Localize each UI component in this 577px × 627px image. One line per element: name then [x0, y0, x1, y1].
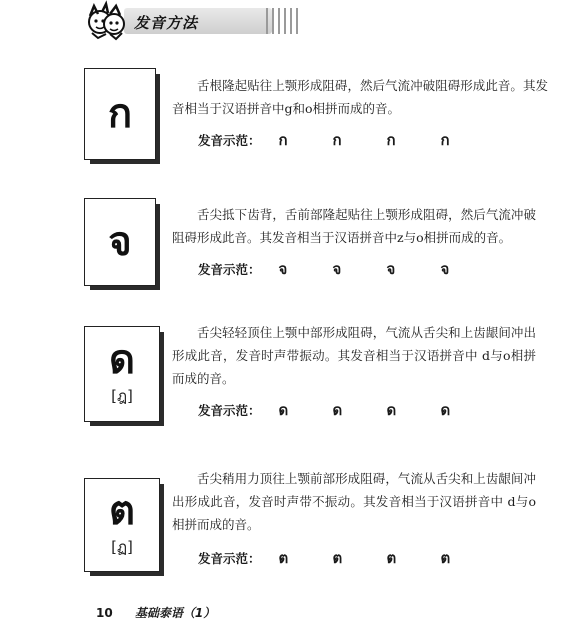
demo-label: 发音示范：	[198, 551, 261, 566]
demo-char: ด	[440, 401, 451, 419]
card-letter: จ	[108, 219, 132, 265]
card-letter: ก	[107, 91, 133, 137]
card-variant: [ฏ]	[111, 538, 133, 556]
demo-row	[198, 398, 495, 422]
demo-char: ต	[332, 549, 343, 567]
demo-row	[198, 128, 495, 152]
section-header	[84, 0, 304, 44]
demo-char: ก	[386, 131, 396, 149]
demo-char: จ	[386, 260, 396, 278]
card-variant: [ฎ]	[111, 387, 133, 405]
demo-label: 发音示范：	[198, 262, 261, 277]
demo-char: จ	[440, 260, 450, 278]
demo-char: จ	[332, 260, 342, 278]
demo-label: 发音示范：	[198, 133, 261, 148]
demo-char: ต	[278, 549, 289, 567]
book-title: 基础泰语（1）	[134, 606, 216, 620]
description-paragraph: 舌尖抵下齿背，舌前部隆起贴往上颚形成阻碍，然后气流冲破阻碍形成此音。其发音相当于汉语拼音中z与o相拼而成的音。	[172, 207, 536, 245]
header-title: 发音方法	[134, 14, 199, 32]
card-letter: ด	[109, 337, 135, 383]
demo-char: ต	[440, 549, 451, 567]
cartoon-faces-icon	[84, 0, 130, 44]
description-paragraph: 舌根隆起贴往上颚形成阻碍，然后气流冲破阻碍形成此音。其发音相当于汉语拼音中g和o相拼而成的音。	[172, 78, 548, 116]
demo-char: ด	[278, 401, 289, 419]
demo-label: 发音示范：	[198, 403, 261, 418]
demo-char: ด	[386, 401, 397, 419]
demo-char: ต	[386, 549, 397, 567]
page-number: 10	[96, 606, 113, 620]
demo-row	[198, 257, 495, 281]
page-footer	[96, 604, 215, 621]
demo-char: จ	[278, 260, 288, 278]
demo-row	[198, 546, 495, 570]
demo-char: ด	[332, 401, 343, 419]
demo-char: ก	[278, 131, 288, 149]
description-paragraph: 舌尖稍用力顶往上颚前部形成阻碍，气流从舌尖和上齿龈间冲出形成此音，发音时声带不振动。其发音相当于汉语拼音中 d与o相拼而成的音。	[172, 471, 536, 532]
header-stripes	[266, 8, 300, 34]
demo-char: ก	[440, 131, 450, 149]
description-paragraph: 舌尖轻轻顶住上颚中部形成阻碍，气流从舌尖和上齿龈间冲出形成此音，发音时声带振动。其发音相当于汉语拼音中 d与o相拼而成的音。	[172, 325, 536, 386]
demo-char: ก	[332, 131, 342, 149]
card-letter: ต	[109, 488, 135, 534]
